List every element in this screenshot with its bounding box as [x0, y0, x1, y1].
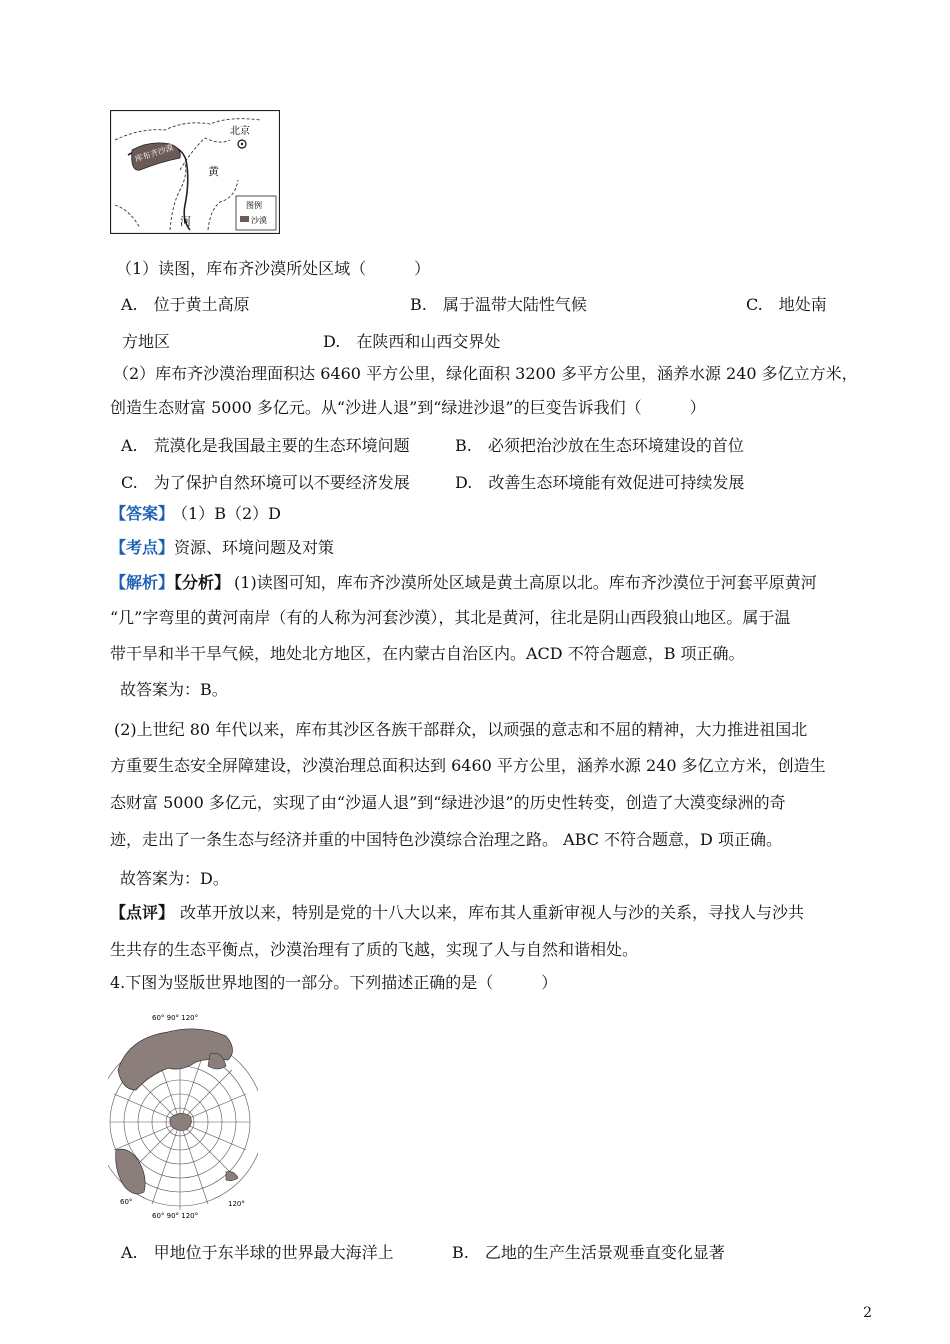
q2-option-d: D. 改善生态环境能有效促进可持续发展 — [455, 473, 745, 492]
q2-stem-line2: 创造生态财富 5000 多亿元。从“沙进人退”到“绿进沙退”的巨变告诉我们（ ） — [110, 398, 706, 417]
dianping-line1 — [110, 903, 804, 923]
label-beijing: 北京 — [230, 126, 250, 137]
q2-stem-line1: （2）库布齐沙漠治理面积达 6460 平方公里，绿化面积 3200 多平方公里，涵养水源 240 多亿立方米， — [113, 364, 858, 383]
kubuqi-desert-map — [110, 110, 280, 234]
q4-option-b: B. 乙地的生产生活景观垂直变化显著 — [452, 1243, 725, 1262]
q2-option-a: A. 荒漠化是我国最主要的生态环境问题 — [121, 436, 410, 455]
q4-option-a: A. 甲地位于东半球的世界最大海洋上 — [121, 1243, 394, 1262]
jiexi-text-1: (1)读图可知，库布齐沙漠所处区域是黄土高原以北。库布齐沙漠位于河套平原黄河 — [234, 573, 817, 592]
q1-option-d: D. 在陕西和山西交界处 — [323, 332, 501, 351]
polar-world-map — [108, 1010, 258, 1220]
jiexi-line3: 带干旱和半干旱气候，地处北方地区，在内蒙古自治区内。ACD 不符合题意，B 项正确。 — [110, 644, 745, 663]
jiexi-answer-2: 故答案为：D。 — [120, 869, 229, 888]
legend-desert: 沙漠 — [251, 216, 267, 225]
dianping-text-1: 改革开放以来，特别是党的十八大以来，库布其人重新审视人与沙的关系，寻找人与沙共 — [180, 903, 805, 922]
jiexi-line2: “几”字弯里的黄河南岸（有的人称为河套沙漠），其北是黄河，往北是阴山西段狼山地区。属于温 — [110, 608, 791, 627]
jiexi-line1 — [110, 573, 817, 593]
jiexi-line7: 态财富 5000 多亿元，实现了由“沙逼人退”到“绿进沙退”的历史性转变，创造了大漠变绿洲的奇 — [110, 793, 786, 812]
q1-option-b: B. 属于温带大陆性气候 — [410, 295, 587, 314]
jiexi-line8: 迹，走出了一条生态与经济并重的中国特色沙漠综合治理之路。 ABC 不符合题意，D 项正确。 — [110, 830, 782, 849]
q4-stem: 4.下图为竖版世界地图的一部分。下列描述正确的是（ ） — [110, 973, 558, 992]
q1-option-c-cont: 方地区 — [122, 332, 171, 351]
answer-text: （1）B（2）D — [180, 504, 281, 523]
q1-stem: （1）读图，库布齐沙漠所处区域（ ） — [116, 259, 431, 278]
jiexi-answer-1: 故答案为：B。 — [120, 680, 228, 699]
kaodian-tag: 【考点】 — [110, 538, 175, 557]
jiexi-line6: 方重要生态安全屏障建设，沙漠治理总面积达到 6460 平方公里，涵养水源 240 多亿立方米，创造生 — [110, 756, 826, 775]
map2-bottom-labels: 60° 90° 120° — [152, 1212, 199, 1220]
dianping-tag: 【点评】 — [110, 903, 175, 922]
label-he: 河 — [180, 215, 191, 228]
label-kubuqi: 库布齐沙漠 — [133, 142, 175, 164]
page-number: 2 — [863, 1305, 872, 1321]
jiexi-tag: 【解析】 — [110, 573, 175, 592]
map2-right-label: 120° — [228, 1200, 245, 1208]
kaodian-text: 资源、环境问题及对策 — [174, 538, 335, 557]
fenxi-tag: 【分析】 — [174, 573, 231, 592]
label-huang: 黄 — [208, 165, 219, 178]
legend-title: 图例 — [246, 201, 262, 210]
q2-option-b: B. 必须把治沙放在生态环境建设的首位 — [455, 436, 744, 455]
kaodian-line — [110, 538, 334, 558]
jiexi-line5: (2)上世纪 80 年代以来，库布其沙区各族干部群众，以顽强的意志和不屈的精神，大力推进祖国北 — [114, 720, 808, 739]
q1-option-c: C. 地处南 — [746, 295, 827, 314]
q2-option-c: C. 为了保护自然环境可以不要经济发展 — [121, 473, 410, 492]
answer-line — [110, 504, 281, 524]
answer-tag: 【答案】 — [110, 504, 175, 523]
map2-top-labels: 60° 90° 120° — [152, 1014, 199, 1022]
map2-left-label: 60° — [120, 1198, 133, 1206]
q1-option-a: A. 位于黄土高原 — [121, 295, 250, 314]
dianping-line2: 生共存的生态平衡点，沙漠治理有了质的飞越，实现了人与自然和谐相处。 — [110, 940, 639, 959]
